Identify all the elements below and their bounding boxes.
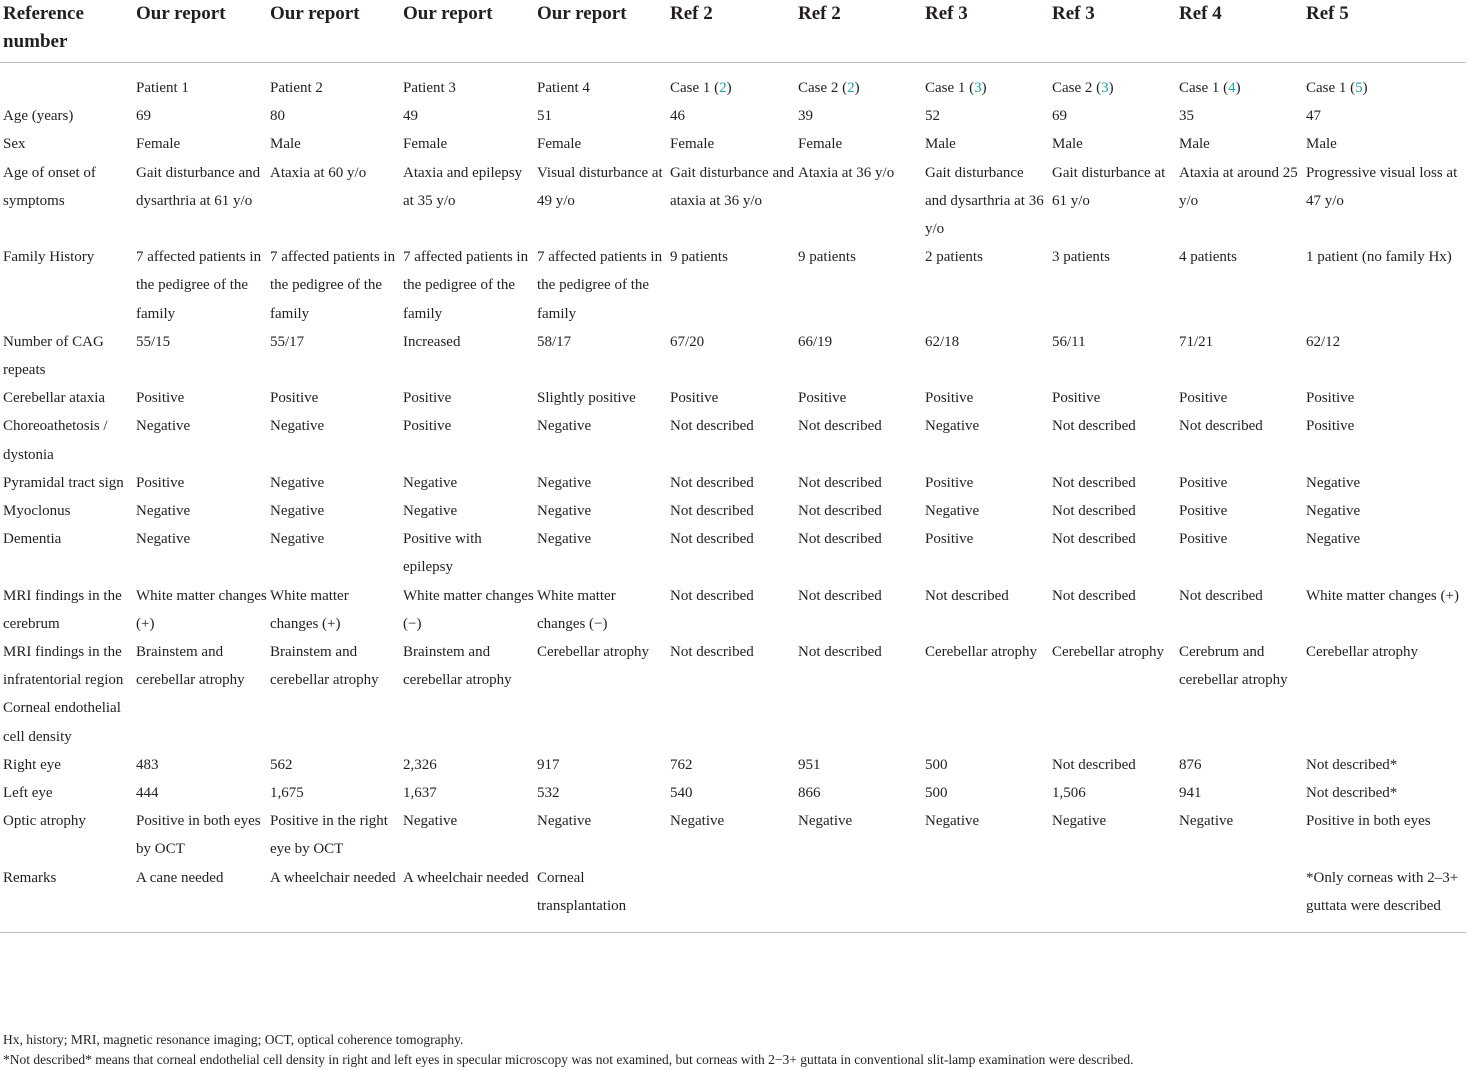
table-cell: A cane needed — [136, 869, 224, 886]
table-cell: Negative — [136, 531, 191, 548]
table-cell: 69 — [1052, 108, 1067, 125]
table-cell: White matter changes (+) — [136, 587, 267, 632]
table-cell — [667, 864, 795, 933]
case-cell — [1176, 63, 1303, 103]
case-label-close: ) — [981, 80, 987, 96]
case-cell — [795, 63, 922, 103]
table-cell: 540 — [670, 785, 693, 802]
table-cell: Not described — [798, 587, 882, 604]
row-label: Right eye — [3, 756, 61, 773]
case-label-close: ) — [726, 80, 732, 96]
table-cell: A wheelchair needed — [270, 869, 396, 886]
table-cell: Positive — [670, 390, 719, 407]
table-cell: Negative — [403, 474, 458, 491]
footnote-abbreviations: Hx, history; MRI, magnetic resonance imaging; OCT, optical coherence tomography. — [3, 1032, 464, 1047]
table-cell: 1,506 — [1052, 785, 1086, 802]
case-label: Patient 2 — [270, 80, 323, 96]
table-cell: A wheelchair needed — [403, 869, 529, 886]
table-cell — [534, 694, 667, 750]
row-label: Cerebellar ataxia — [3, 390, 106, 407]
row-label: Corneal endothelial cell density — [3, 700, 121, 745]
table-cell: Not described — [670, 531, 754, 548]
table-cell: *Only corneas with 2–3+ guttata were described — [1306, 869, 1459, 914]
table-cell: Negative — [537, 813, 592, 830]
table-cell: 532 — [537, 785, 560, 802]
table-cell: Positive — [136, 390, 185, 407]
table-cell: Not described — [798, 644, 882, 661]
table-cell: 71/21 — [1179, 333, 1214, 350]
table-cell: Negative — [798, 813, 853, 830]
table-cell: Increased — [403, 333, 461, 350]
case-label: Case 2 ( — [1052, 80, 1102, 96]
header-column: Our report — [403, 3, 493, 24]
table-cell: Positive — [1179, 503, 1228, 520]
table-cell: Not described — [1052, 756, 1136, 773]
table-row — [0, 102, 1466, 130]
table-cell: Gait disturbance and dysarthria at 61 y/o — [136, 164, 261, 209]
table-cell: Not described — [1052, 587, 1136, 604]
table-cell: 2 patients — [925, 249, 983, 266]
table-cell — [1176, 694, 1303, 750]
row-label: Age of onset of symptoms — [3, 164, 96, 209]
table-cell: 3 patients — [1052, 249, 1110, 266]
table-cell: Cerebrum and cerebellar atrophy — [1179, 644, 1288, 689]
reference-link[interactable]: 2 — [719, 80, 727, 96]
header-column: Our report — [136, 3, 226, 24]
row-label: Left eye — [3, 785, 53, 802]
table-cell: Male — [1179, 136, 1210, 153]
table-cell: 1 patient (no family Hx) — [1306, 249, 1452, 266]
table-cell: Positive — [1052, 390, 1101, 407]
table-cell: Not described — [1052, 418, 1136, 435]
row-label: Optic atrophy — [3, 813, 86, 830]
case-label: Patient 1 — [136, 80, 189, 96]
table-cell: Positive — [1306, 418, 1355, 435]
reference-link[interactable]: 2 — [847, 80, 855, 96]
table-cell: Negative — [1306, 531, 1361, 548]
table-cell: 69 — [136, 108, 151, 125]
table-cell: 866 — [798, 785, 821, 802]
row-label: Family History — [3, 249, 95, 266]
header-column: Ref 4 — [1179, 3, 1222, 24]
table-row — [0, 779, 1466, 807]
case-label: Case 1 ( — [670, 80, 720, 96]
case-label: Patient 3 — [403, 80, 456, 96]
table-cell: White matter changes (+) — [1306, 587, 1459, 604]
table-cell: Negative — [136, 418, 191, 435]
table-row — [0, 694, 1466, 750]
table-cell: 47 — [1306, 108, 1321, 125]
row-label: Pyramidal tract sign — [3, 474, 124, 491]
table-cell — [400, 694, 534, 750]
table-cell: Corneal transplantation — [537, 869, 627, 914]
table-cell: Positive — [1179, 531, 1228, 548]
reference-link[interactable]: 4 — [1228, 80, 1236, 96]
table-cell: Positive — [403, 390, 452, 407]
row-label: Remarks — [3, 869, 57, 886]
table-cell: 500 — [925, 785, 948, 802]
row-label: MRI findings in the infratentorial region — [3, 644, 124, 689]
table-cell — [1176, 864, 1303, 933]
table-cell: Female — [670, 136, 715, 153]
header-reference-number: Reference number — [3, 3, 84, 52]
table-cell: White matter changes (−) — [537, 587, 616, 632]
table-row — [0, 497, 1466, 525]
table-cell: 62/12 — [1306, 333, 1341, 350]
table-cell: Negative — [403, 503, 458, 520]
table-body — [0, 63, 1466, 933]
table-cell: Not described — [1052, 503, 1136, 520]
table-cell: 35 — [1179, 108, 1194, 125]
table-cell: Female — [537, 136, 582, 153]
table-cell: Not described — [670, 474, 754, 491]
table-cell: Ataxia at 60 y/o — [270, 164, 367, 181]
table-cell: 876 — [1179, 756, 1202, 773]
table-cell: Negative — [925, 503, 980, 520]
table-cell: Cerebellar atrophy — [537, 644, 650, 661]
table-cell: White matter changes (+) — [270, 587, 349, 632]
reference-link[interactable]: 3 — [1101, 80, 1109, 96]
table-cell: Negative — [1306, 474, 1361, 491]
row-label: Myoclonus — [3, 503, 71, 520]
table-cell: 55/15 — [136, 333, 171, 350]
table-cell: White matter changes (−) — [403, 587, 534, 632]
table-cell — [922, 694, 1049, 750]
table-cell: Brainstem and cerebellar atrophy — [136, 644, 245, 689]
table-cell: Negative — [1179, 813, 1234, 830]
table-cell: Male — [270, 136, 301, 153]
table-cell: Negative — [403, 813, 458, 830]
table-cell: Ataxia and epilepsy at 35 y/o — [403, 164, 523, 209]
case-cell — [133, 63, 267, 103]
case-row-label — [0, 63, 133, 103]
table-cell: Positive in the right eye by OCT — [270, 813, 388, 858]
table-cell: Positive — [403, 418, 452, 435]
table-cell: 2,326 — [403, 756, 437, 773]
header-column: Our report — [537, 3, 627, 24]
table-row — [0, 864, 1466, 933]
table-cell: Gait disturbance at 61 y/o — [1052, 164, 1166, 209]
table-cell — [1303, 694, 1466, 750]
table-cell — [267, 694, 400, 750]
table-cell: Male — [1306, 136, 1337, 153]
header-column: Ref 2 — [670, 3, 713, 24]
table-cell: Cerebellar atrophy — [1306, 644, 1419, 661]
table-cell — [667, 694, 795, 750]
table-cell: 49 — [403, 108, 418, 125]
table-cell: 51 — [537, 108, 552, 125]
table-cell: Negative — [270, 418, 325, 435]
table-row — [0, 159, 1466, 244]
table-cell — [795, 694, 922, 750]
table-cell: Not described — [670, 587, 754, 604]
table-cell: Female — [136, 136, 181, 153]
table-row — [0, 328, 1466, 384]
table-cell — [133, 694, 267, 750]
header-column: Ref 2 — [798, 3, 841, 24]
table-cell: 66/19 — [798, 333, 833, 350]
table-cell: Ataxia at around 25 y/o — [1179, 164, 1298, 209]
table-cell: Female — [403, 136, 448, 153]
table-cell: Negative — [537, 418, 592, 435]
table-cell: Not described — [798, 418, 882, 435]
table-cell: 562 — [270, 756, 293, 773]
table-cell: 80 — [270, 108, 285, 125]
case-label-close: ) — [1108, 80, 1114, 96]
case-label: Case 1 ( — [1179, 80, 1229, 96]
case-cell — [1303, 63, 1466, 103]
table-cell: Visual disturbance at 49 y/o — [537, 164, 663, 209]
case-label: Patient 4 — [537, 80, 590, 96]
table-cell: 62/18 — [925, 333, 960, 350]
table-cell: 7 affected patients in the pedigree of the family — [270, 249, 396, 322]
table-row — [0, 384, 1466, 412]
case-cell — [267, 63, 400, 103]
case-cell — [922, 63, 1049, 103]
table-cell: 55/17 — [270, 333, 305, 350]
table-cell: Positive — [925, 474, 974, 491]
header-column: Ref 5 — [1306, 3, 1349, 24]
table-cell: Positive — [136, 474, 185, 491]
table-cell: Cerebellar atrophy — [1052, 644, 1165, 661]
table-cell: 444 — [136, 785, 159, 802]
table-cell: 46 — [670, 108, 685, 125]
table-cell: 941 — [1179, 785, 1202, 802]
table-cell: 951 — [798, 756, 821, 773]
table-cell — [795, 864, 922, 933]
reference-link[interactable]: 5 — [1355, 80, 1363, 96]
table-cell: Not described — [670, 418, 754, 435]
table-cell: Brainstem and cerebellar atrophy — [270, 644, 379, 689]
table-cell: Not described — [1179, 587, 1263, 604]
table-cell: 1,637 — [403, 785, 437, 802]
table-cell: Negative — [270, 474, 325, 491]
table-cell: Positive in both eyes by OCT — [136, 813, 261, 858]
table-cell: Not described — [1052, 474, 1136, 491]
table-cell: Male — [925, 136, 956, 153]
table-cell — [1049, 694, 1176, 750]
table-cell: Not described — [798, 503, 882, 520]
table-cell: Positive — [925, 531, 974, 548]
table-cell: Not described — [1179, 418, 1263, 435]
table-cell — [922, 864, 1049, 933]
table-row — [0, 243, 1466, 328]
table-cell: 4 patients — [1179, 249, 1237, 266]
table-row — [0, 412, 1466, 468]
table-cell: 39 — [798, 108, 813, 125]
table-cell: Positive — [925, 390, 974, 407]
table-cell: Cerebellar atrophy — [925, 644, 1038, 661]
table-cell: 9 patients — [670, 249, 728, 266]
table-cell: Not described — [798, 531, 882, 548]
header-column: Ref 3 — [925, 3, 968, 24]
table-cell: Not described — [1052, 531, 1136, 548]
table-header-row — [0, 0, 1466, 63]
table-cell: Positive — [1179, 390, 1228, 407]
case-label: Case 1 ( — [1306, 80, 1356, 96]
table-cell: Negative — [1052, 813, 1107, 830]
table-cell: Negative — [537, 474, 592, 491]
table-cell: Negative — [270, 503, 325, 520]
table-cell: Not described* — [1306, 756, 1398, 773]
table-cell — [1049, 864, 1176, 933]
row-label: Dementia — [3, 531, 62, 548]
case-label: Case 2 ( — [798, 80, 848, 96]
table-cell: Brainstem and cerebellar atrophy — [403, 644, 512, 689]
table-row — [0, 751, 1466, 779]
case-label-close: ) — [1235, 80, 1241, 96]
table-cell: 7 affected patients in the pedigree of the family — [537, 249, 663, 322]
case-cell — [534, 63, 667, 103]
table-cell: Negative — [537, 531, 592, 548]
table-cell: Negative — [537, 503, 592, 520]
row-label: Age (years) — [3, 108, 74, 125]
case-cell — [667, 63, 795, 103]
table-cell: Not described — [798, 474, 882, 491]
header-column: Our report — [270, 3, 360, 24]
table-row — [0, 807, 1466, 863]
table-cell: Male — [1052, 136, 1083, 153]
table-cell: Negative — [1306, 503, 1361, 520]
table-cell: Progressive visual loss at 47 y/o — [1306, 164, 1458, 209]
reference-link[interactable]: 3 — [974, 80, 982, 96]
table-cell: Not described — [670, 503, 754, 520]
case-label-close: ) — [854, 80, 860, 96]
table-row — [0, 130, 1466, 158]
table-row — [0, 525, 1466, 581]
row-label: Sex — [3, 136, 26, 153]
case-row — [0, 63, 1466, 103]
footnote-not-described: *Not described* means that corneal endothelial cell density in right and left eyes in specular microscopy was not examined, but corneas with 2−3+ guttata in conventional slit-lamp examination were described. — [3, 1052, 1134, 1067]
table-cell: Positive — [798, 390, 847, 407]
table-cell: 58/17 — [537, 333, 572, 350]
table-cell: Positive — [1179, 474, 1228, 491]
table-cell: Positive with epilepsy — [403, 531, 482, 576]
case-label: Case 1 ( — [925, 80, 975, 96]
row-label: Number of CAG repeats — [3, 333, 104, 379]
table-cell: 56/11 — [1052, 333, 1086, 350]
table-cell: Female — [798, 136, 843, 153]
table-cell: 7 affected patients in the pedigree of the family — [136, 249, 262, 322]
case-cell — [400, 63, 534, 103]
case-label-close: ) — [1362, 80, 1368, 96]
table-cell: 500 — [925, 756, 948, 773]
table-cell: Not described — [925, 587, 1009, 604]
table-cell: Negative — [925, 813, 980, 830]
table-cell: Gait disturbance and ataxia at 36 y/o — [670, 164, 795, 209]
row-label: Choreoathetosis / dystonia — [3, 418, 108, 463]
table-row — [0, 638, 1466, 694]
table-cell: 1,675 — [270, 785, 304, 802]
table-cell: Negative — [925, 418, 980, 435]
table-row — [0, 469, 1466, 497]
table-cell: Ataxia at 36 y/o — [798, 164, 895, 181]
table-cell: Positive in both eyes — [1306, 813, 1431, 830]
table-cell: 52 — [925, 108, 940, 125]
case-cell — [1049, 63, 1176, 103]
table-cell: Positive — [1306, 390, 1355, 407]
row-label: MRI findings in the cerebrum — [3, 587, 122, 632]
table-cell: Slightly positive — [537, 390, 636, 407]
header-column: Ref 3 — [1052, 3, 1095, 24]
table-footnotes — [3, 1030, 1463, 1070]
table-cell: 762 — [670, 756, 693, 773]
table-cell: Negative — [670, 813, 725, 830]
table-cell: Negative — [136, 503, 191, 520]
table-cell: Positive — [270, 390, 319, 407]
table-cell: 9 patients — [798, 249, 856, 266]
table-cell: Not described — [670, 644, 754, 661]
table-cell: 67/20 — [670, 333, 705, 350]
table-cell: 917 — [537, 756, 560, 773]
table-cell: Negative — [270, 531, 325, 548]
table-cell: Not described* — [1306, 785, 1398, 802]
table-row — [0, 582, 1466, 638]
table-cell: Gait disturbance and dysarthria at 36 y/o — [925, 164, 1044, 238]
table-cell: 483 — [136, 756, 159, 773]
table-cell: 7 affected patients in the pedigree of the family — [403, 249, 529, 322]
